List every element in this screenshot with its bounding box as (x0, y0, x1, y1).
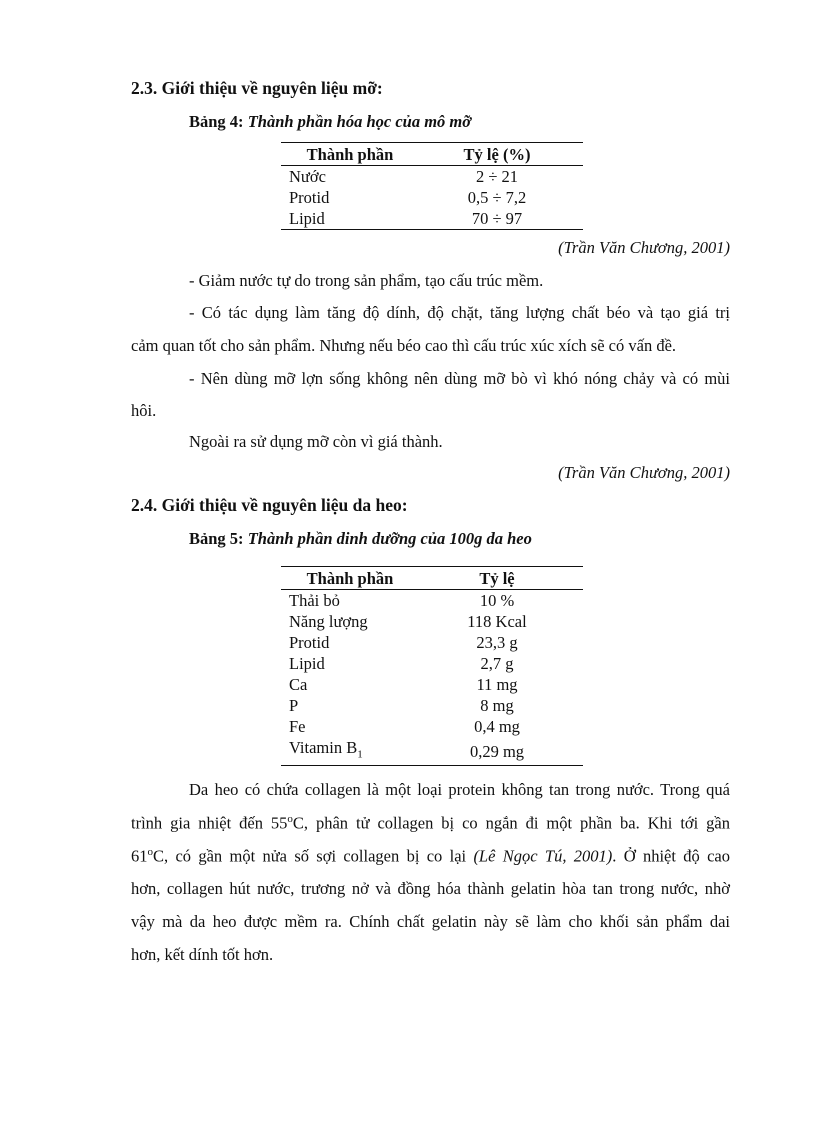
table-5-title: Thành phần dinh dưỡng của 100g da heo (247, 529, 532, 548)
table-row (281, 187, 583, 208)
degree-sup: o (147, 846, 153, 858)
table-4-header-component: Thành phần (281, 144, 411, 166)
para-line-2 (131, 813, 730, 834)
section-heading-2-3: 2.3. Giới thiệu về nguyên liệu mỡ: (131, 78, 383, 98)
table-cell-name: Protid (289, 633, 330, 652)
para-line-2-a: trình gia nhiệt đến 55 (131, 813, 288, 833)
degree-sup: o (287, 813, 293, 825)
bullet-2-line-2: cảm quan tốt cho sản phẩm. Nhưng nếu béo cao thì cấu trúc xúc xích sẽ có vấn đề. (131, 336, 677, 355)
table-row (281, 653, 583, 674)
table-4-label: Bảng 4: (189, 112, 244, 131)
para-line-3 (131, 846, 730, 867)
bullet-3-line-1: - Nên dùng mỡ lợn sống không nên dùng mỡ bò vì khó nóng chảy và có mùi (189, 369, 730, 388)
table-5 (281, 568, 583, 766)
citation-2: (Trần Văn Chương, 2001) (558, 463, 730, 482)
table-cell-name: Lipid (289, 654, 325, 673)
table-cell-value: 11 mg (476, 675, 518, 694)
table-row (281, 716, 583, 737)
table-cell-value: 10 % (479, 591, 515, 610)
table-5-header-component: Thành phần (281, 568, 411, 590)
section-heading-2-4: 2.4. Giới thiệu về nguyên liệu da heo: (131, 495, 408, 515)
table-5-caption (189, 529, 532, 549)
table-cell-value: 2 ÷ 21 (475, 167, 519, 186)
table-cell-name: Thải bỏ (289, 591, 340, 610)
table-cell-name: Fe (289, 717, 306, 736)
table-cell-value: 23,3 g (476, 633, 518, 652)
table-cell-value: 118 Kcal (467, 612, 527, 631)
bullet-2-line-1: - Có tác dụng làm tăng độ dính, độ chặt, tăng lượng chất béo và tạo giá trị (189, 303, 730, 322)
table-row (281, 590, 583, 612)
table-cell-name: P (289, 696, 299, 715)
table-row (281, 737, 583, 766)
table-5-top-rule (281, 566, 583, 567)
table-cell-name: Năng lượng (289, 612, 368, 631)
table-row (281, 166, 583, 188)
table-cell-value: 8 mg (480, 696, 514, 715)
table-cell-name: Protid (289, 188, 330, 207)
table-row (281, 632, 583, 653)
vitamin-subscript: 1 (357, 748, 363, 761)
para-line-3-b: C, có gần một nửa số sợi collagen bị co lại (153, 846, 474, 866)
vitamin-name: Vitamin B (289, 738, 358, 757)
table-row (281, 208, 583, 230)
citation-1: (Trần Văn Chương, 2001) (558, 238, 730, 257)
note-line: Ngoài ra sử dụng mỡ còn vì giá thành. (189, 432, 443, 451)
table-4-caption (189, 112, 471, 132)
table-cell-value: 2,7 g (480, 654, 514, 673)
para-line-3-a: 61 (131, 846, 148, 866)
table-cell-name: Ca (289, 675, 308, 694)
table-4-top-rule (281, 142, 583, 143)
table-5-header-ratio: Tỷ lệ (411, 568, 583, 590)
table-cell-value: 70 ÷ 97 (411, 208, 583, 230)
inline-citation: (Lê Ngọc Tú, 2001) (473, 846, 613, 866)
para-line-2-b: C, phân tử collagen bị co ngắn đi một phần ba. Khi tới gần (292, 813, 730, 833)
bullet-1: - Giảm nước tự do trong sản phẩm, tạo cấu trúc mềm. (189, 271, 544, 290)
table-4 (281, 144, 583, 230)
table-4-header-row (281, 144, 583, 166)
table-cell-value: 0,5 ÷ 7,2 (467, 188, 527, 207)
para-line-3-c: . Ở nhiệt độ cao (612, 846, 730, 866)
table-row (281, 674, 583, 695)
table-cell-name (281, 737, 411, 766)
table-5-header-row (281, 568, 583, 590)
para-line-4: hơn, collagen hút nước, trương nở và đồng hóa thành gelatin hòa tan trong nước, nhờ (131, 879, 730, 898)
table-4-header-ratio: Tỷ lệ (%) (411, 144, 583, 166)
para-line-5: vậy mà da heo được mềm ra. Chính chất gelatin này sẽ làm cho khối sản phẩm dai (131, 912, 730, 931)
table-4-title: Thành phần hóa học của mô mỡ (247, 112, 472, 131)
table-cell-value: 0,29 mg (411, 737, 583, 766)
table-row (281, 611, 583, 632)
table-cell-name: Lipid (281, 208, 411, 230)
table-cell-name: Nước (289, 167, 326, 186)
table-cell-value: 0,4 mg (474, 717, 520, 736)
para-line-1: Da heo có chứa collagen là một loại protein không tan trong nước. Trong quá (189, 780, 730, 799)
table-5-label: Bảng 5: (189, 529, 244, 548)
para-line-6: hơn, kết dính tốt hơn. (131, 945, 274, 964)
bullet-3-line-2: hôi. (131, 401, 157, 420)
table-row (281, 695, 583, 716)
